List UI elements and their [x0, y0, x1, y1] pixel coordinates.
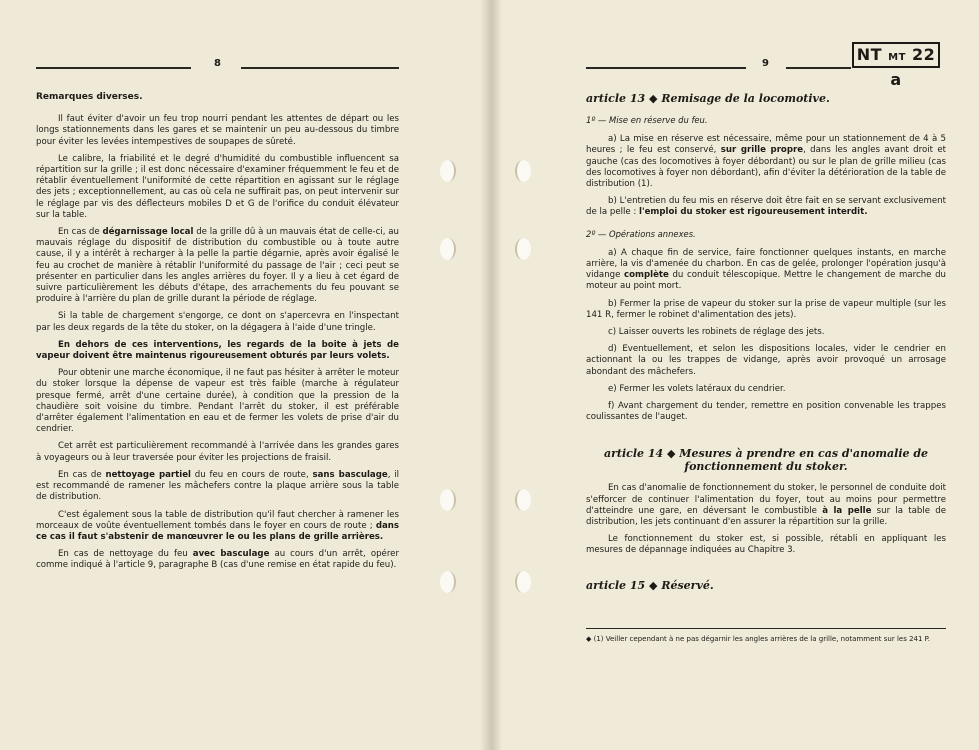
subsection-title: 1º — Mise en réserve du feu.: [586, 115, 708, 125]
paragraph: Cet arrêt est particulièrement recommandé à l'arrivée dans les grandes gares à voyageurs ou à leur traversée pour éviter les projections de fraisil.: [36, 441, 399, 463]
text-run: b) L'entretien du feu mis en réserve doit être fait en se servant exclusivement de la pelle :: [586, 196, 946, 218]
badge-nt: NT: [856, 45, 883, 64]
binder-holes-left: [440, 0, 480, 750]
header-rule-right: [786, 67, 851, 69]
left-page-number: 8: [214, 58, 221, 69]
paragraph: d) Eventuellement, et selon les dispositions locales, vider le cendrier en actionnant la ou les trappes de vidange, après avoir provoqué un arrosage abondant des mâchefers.: [586, 344, 946, 377]
book-gutter: [480, 0, 502, 750]
header-rule-left: [586, 67, 746, 69]
text-run: , dans les angles avant droit et gauche (cas des locomotives à foyer débordant) ou sur le plan de grille milieu (cas des locomotives à foyer non débordant), afin d'éviter la détérioration de la table de distribution (1).: [586, 145, 946, 190]
paragraph: [586, 483, 946, 528]
paragraph: b) Fermer la prise de vapeur du stoker sur la prise de vapeur multiple (sur les 141 R, fermer le robinet d'alimentation des jets).: [586, 298, 946, 320]
footnote: ◆ (1) Veiller cependant à ne pas dégarnir les angles arrières de la grille, notamment sur les 241 P.: [586, 634, 931, 643]
paragraph: Pour obtenir une marche économique, il ne faut pas hésiter à arrêter le moteur du stoker lorsque la dépense de vapeur est très faible (marche à régulateur presque fermé, arrêt d'une certaine durée), à condition que la pression de la chaudière soit voisine du timbre. Pendant l'arrêt du stoker, il est préférable d'arrêter également l'alimentation en eau et de fermer les volets de prise d'air du cendrier.: [36, 368, 399, 435]
paragraph: Le calibre, la friabilité et le degré d'humidité du combustible influencent sa répartition sur la grille ; il est donc nécessaire d'examiner fréquemment le feu et de rétablir éventuellement l'uniformité de cette répartition en agissant sur le réglage des jets ; exceptionnellement, au cas où cela ne suffirait pas, on peut intervenir sur le réglage par vis des déflecteurs mobiles D et G de l'orifice du conduit élévateur sur la table.: [36, 153, 399, 220]
binder-hole: [515, 160, 531, 182]
header-rule-right: [241, 67, 399, 69]
paragraph: Le fonctionnement du stoker est, si possible, rétabli en appliquant les mesures de dépannage indiquées au Chapitre 3.: [586, 534, 946, 556]
paragraph: c) Laisser ouverts les robinets de réglage des jets.: [608, 327, 825, 338]
subsection-title: 2º — Opérations annexes.: [586, 228, 696, 239]
paragraph: e) Fermer les volets latéraux du cendrier.: [608, 383, 786, 394]
footnote-rule: [586, 628, 946, 629]
bold-run: nettoyage partiel: [105, 469, 191, 480]
paragraph: [36, 227, 399, 305]
bold-run: dans ce cas il faut s'abstenir de manœuvrer le ou les plans de grille arrières.: [36, 520, 399, 542]
binder-hole: [440, 571, 456, 593]
bold-run: complète: [624, 270, 669, 281]
text-run: a) La mise en réserve est nécessaire, même pour un stationnement de 4 à 5 heures ; le feu est conservé,: [586, 134, 946, 156]
paragraph: Il faut éviter d'avoir un feu trop nourri pendant les attentes de départ ou les longs stationnements dans les gares et se maintenir un peu au-dessous du timbre pour éviter les levées intempestives de soupapes de sûreté.: [36, 114, 399, 147]
text-run: En cas d'anomalie de fonctionnement du stoker, le personnel de conduite doit s'efforcer de continuer l'alimentation du foyer, tout au moins pour permettre d'atteindre une gare, en déversant le combustible: [586, 483, 946, 516]
paragraph-bold: [36, 340, 399, 362]
bold-run: dégarnissage local: [102, 227, 194, 238]
binder-hole: [515, 238, 531, 260]
binder-hole: [515, 489, 531, 511]
paragraph: [36, 549, 399, 571]
bold-run: l'emploi du stoker est rigoureusement interdit.: [639, 207, 868, 218]
text-run: En cas de nettoyage du feu: [58, 549, 193, 560]
right-page-header: [586, 58, 846, 72]
right-page-body: [586, 92, 946, 650]
text-run: de la grille dû à un mauvais état de celle-ci, au mauvais réglage du dispositif de distribution du combustible ou à toute autre cause, il y a intérêt à recharger à la pelle la partie dégarnie, après avoir égalisé le feu au crochet de manière à rétablir l'uniformité du passage de l'air ; ceci peut se présenter en particulier dans les angles arrières du foyer. Il y a lieu à cet égard de suivre particulièrement les débuts d'étape, des arrachements du feu pouvant se produire à l'arrière du plan de grille durant la période de réglage.: [36, 227, 399, 305]
text-run: a) A chaque fin de service, faire fonctionner quelques instants, en marche arrière, la vis d'amenée du charbon. En cas de gelée, prolonger l'opération jusqu'à vidange: [586, 247, 946, 281]
article-14-title: article 14 ◆ Mesures à prendre en cas d'anomalie de fonctionnement du stoker.: [603, 447, 929, 474]
text-run: du feu en cours de route,: [190, 469, 313, 480]
text-run: En cas de: [58, 227, 103, 238]
left-page-body: [36, 92, 399, 578]
binder-hole: [515, 571, 531, 593]
bold-run: avec basculage: [192, 549, 270, 560]
article-15-title: article 15 ◆ Réservé.: [586, 578, 714, 592]
binder-holes-right: [515, 0, 555, 750]
binder-hole: [440, 160, 456, 182]
article-13-title: article 13 ◆ Remisage de la locomotive.: [586, 92, 830, 105]
paragraph: Si la table de chargement s'engorge, ce dont on s'apercevra en l'inspectant par les deux regards de la tête du stoker, on la dégagera à l'aide d'une tringle.: [36, 311, 399, 333]
bold-run: sur grille propre: [720, 145, 804, 156]
paragraph: [586, 248, 946, 293]
section-heading: Remarques diverses.: [36, 92, 143, 102]
bold-run: En dehors de ces interventions, les regards de la boite à jets de vapeur doivent être maintenus rigoureusement obturés par leurs volets.: [36, 339, 399, 362]
text-run: , il est recommandé de ramener les mâchefers contre la plaque arrière sous la table de distribution.: [36, 469, 399, 503]
paragraph: [36, 510, 399, 544]
bold-run: sans basculage: [312, 469, 388, 480]
badge-mt: MT: [888, 52, 906, 63]
text-run: sur la table de distribution, les jets continuant d'en assurer la répartition sur la grille.: [586, 505, 947, 528]
text-run: En cas de: [58, 469, 106, 480]
badge-number: 22 a: [890, 45, 936, 89]
header-rule-left: [36, 67, 191, 69]
text-run: C'est également sous la table de distribution qu'il faut chercher à ramener les morceaux de voûte éventuellement tombés dans le foyer en cours de route ;: [36, 509, 399, 531]
left-page-header: [36, 58, 446, 72]
paragraph: [36, 470, 399, 504]
text-run: au cours d'un arrêt, opérer comme indiqué à l'article 9, paragraphe B (cas d'une remise en état rapide du feu).: [36, 549, 399, 571]
document-reference-badge: [852, 42, 940, 89]
binder-hole: [440, 489, 456, 511]
right-page-number: 9: [762, 58, 769, 69]
paragraph: [586, 196, 946, 218]
left-page: [0, 0, 489, 750]
text-run: du conduit télescopique. Mettre le changement de marche du moteur au point mort.: [586, 270, 946, 292]
bold-run: à la pelle: [822, 505, 872, 516]
paragraph: [586, 134, 946, 190]
binder-hole: [440, 238, 456, 260]
paragraph: f) Avant chargement du tender, remettre en position convenable les trappes coulissantes de l'auget.: [586, 401, 946, 423]
